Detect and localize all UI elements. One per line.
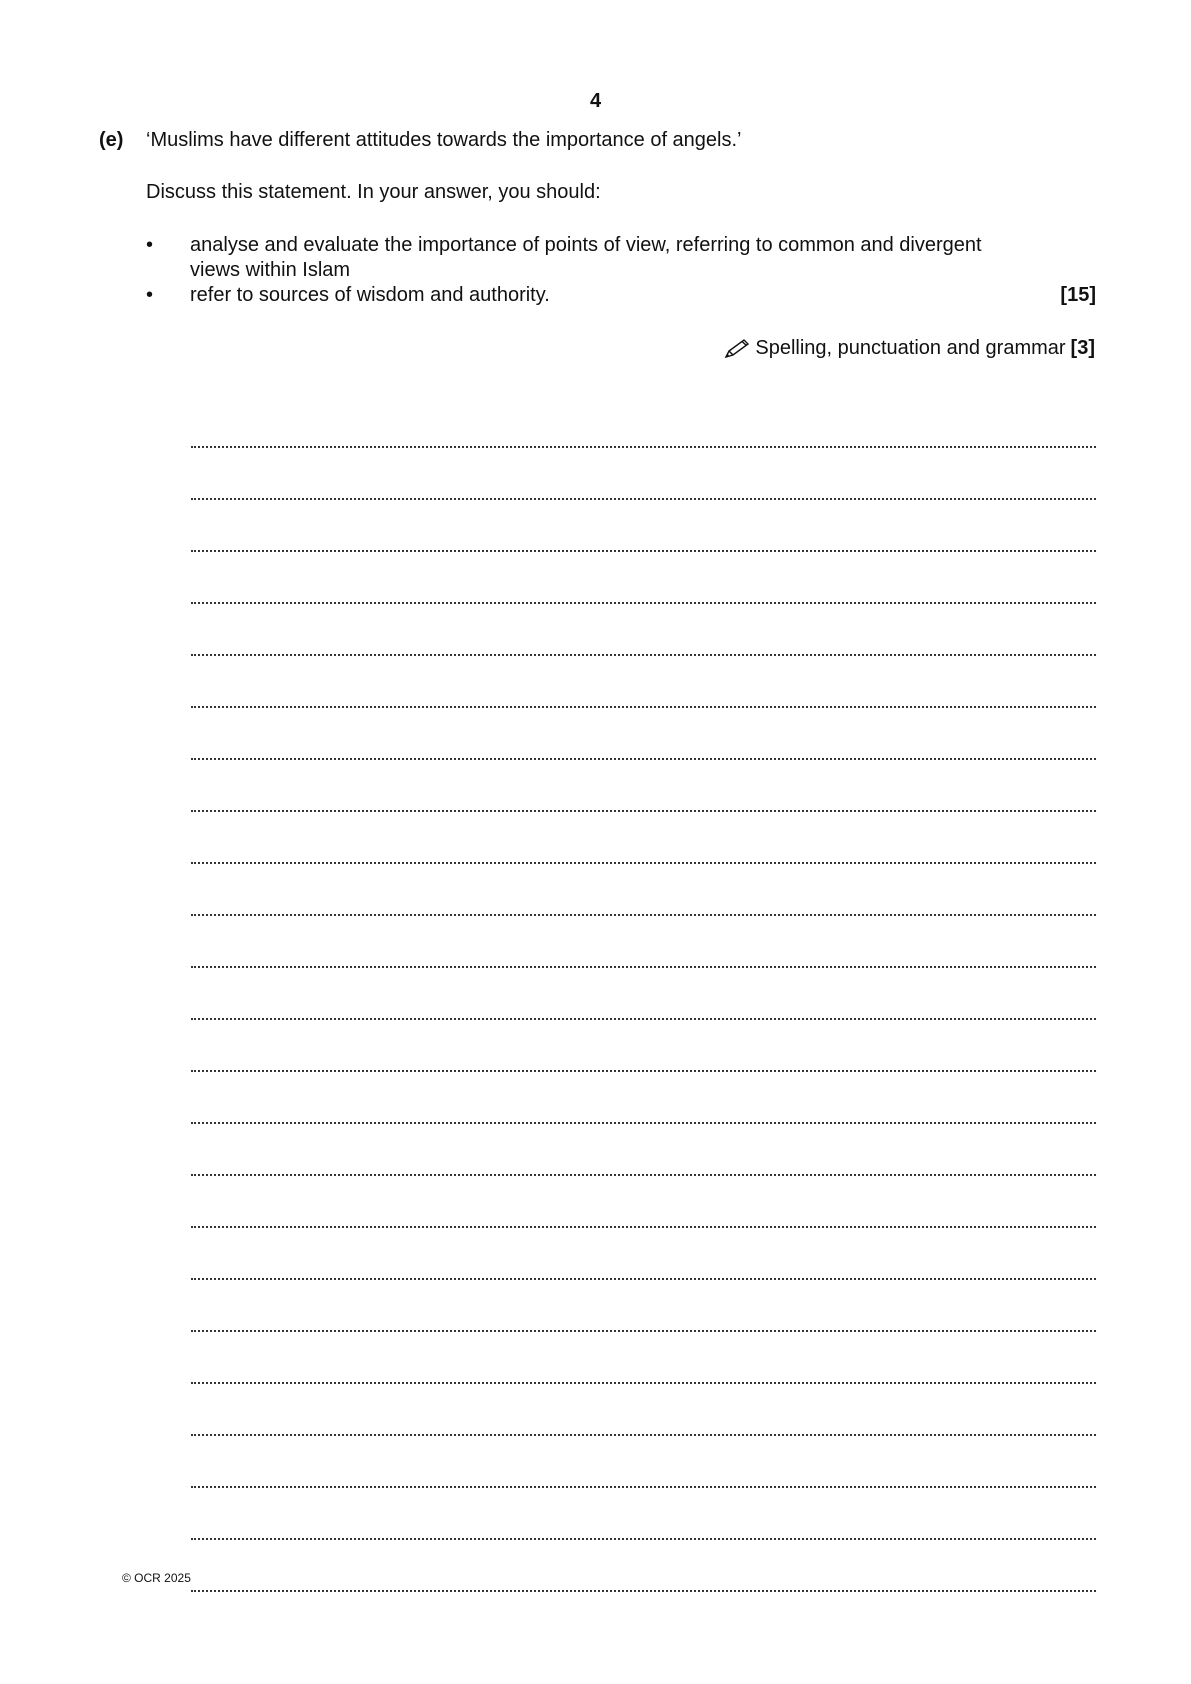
answer-line[interactable]: [191, 760, 1096, 812]
question-label: (e): [99, 129, 124, 151]
bullet-item: [146, 233, 1096, 283]
bullet-text: refer to sources of wisdom and authority.: [190, 284, 550, 306]
answer-line[interactable]: [191, 708, 1096, 760]
answer-line[interactable]: [191, 1124, 1096, 1176]
bullet-dot: •: [146, 234, 154, 256]
bullet-text: analyse and evaluate the importance of points of view, referring to common and divergent views within Islam: [190, 234, 982, 281]
answer-line[interactable]: [191, 1280, 1096, 1332]
page-number: 4: [589, 90, 602, 112]
answer-lines: [191, 396, 1096, 1592]
answer-line[interactable]: [191, 968, 1096, 1020]
answer-line[interactable]: [191, 1436, 1096, 1488]
question-statement: ‘Muslims have different attitudes towards the importance of angels.’: [146, 129, 742, 151]
answer-line[interactable]: [191, 812, 1096, 864]
bullet-dot: •: [146, 284, 154, 306]
answer-line[interactable]: [191, 500, 1096, 552]
answer-line[interactable]: [191, 396, 1096, 448]
answer-line[interactable]: [191, 1384, 1096, 1436]
spag-marks: [3]: [1070, 337, 1095, 359]
marks-total: [15]: [1060, 284, 1096, 306]
spag-note: [723, 337, 1095, 360]
answer-line[interactable]: [191, 1020, 1096, 1072]
answer-line[interactable]: [191, 604, 1096, 656]
answer-line[interactable]: [191, 1072, 1096, 1124]
bullet-item: [146, 283, 1096, 308]
answer-line[interactable]: [191, 1488, 1096, 1540]
answer-line[interactable]: [191, 1332, 1096, 1384]
answer-line[interactable]: [191, 1540, 1096, 1592]
answer-line[interactable]: [191, 1176, 1096, 1228]
answer-line[interactable]: [191, 916, 1096, 968]
pencil-icon: [723, 338, 751, 360]
question-instruction: Discuss this statement. In your answer, you should:: [146, 181, 601, 203]
bullet-list: [146, 233, 1096, 308]
copyright-footer: © OCR 2025: [122, 1571, 191, 1585]
answer-line[interactable]: [191, 656, 1096, 708]
answer-line[interactable]: [191, 1228, 1096, 1280]
spag-label: Spelling, punctuation and grammar: [755, 337, 1066, 359]
answer-line[interactable]: [191, 864, 1096, 916]
answer-line[interactable]: [191, 552, 1096, 604]
answer-line[interactable]: [191, 448, 1096, 500]
